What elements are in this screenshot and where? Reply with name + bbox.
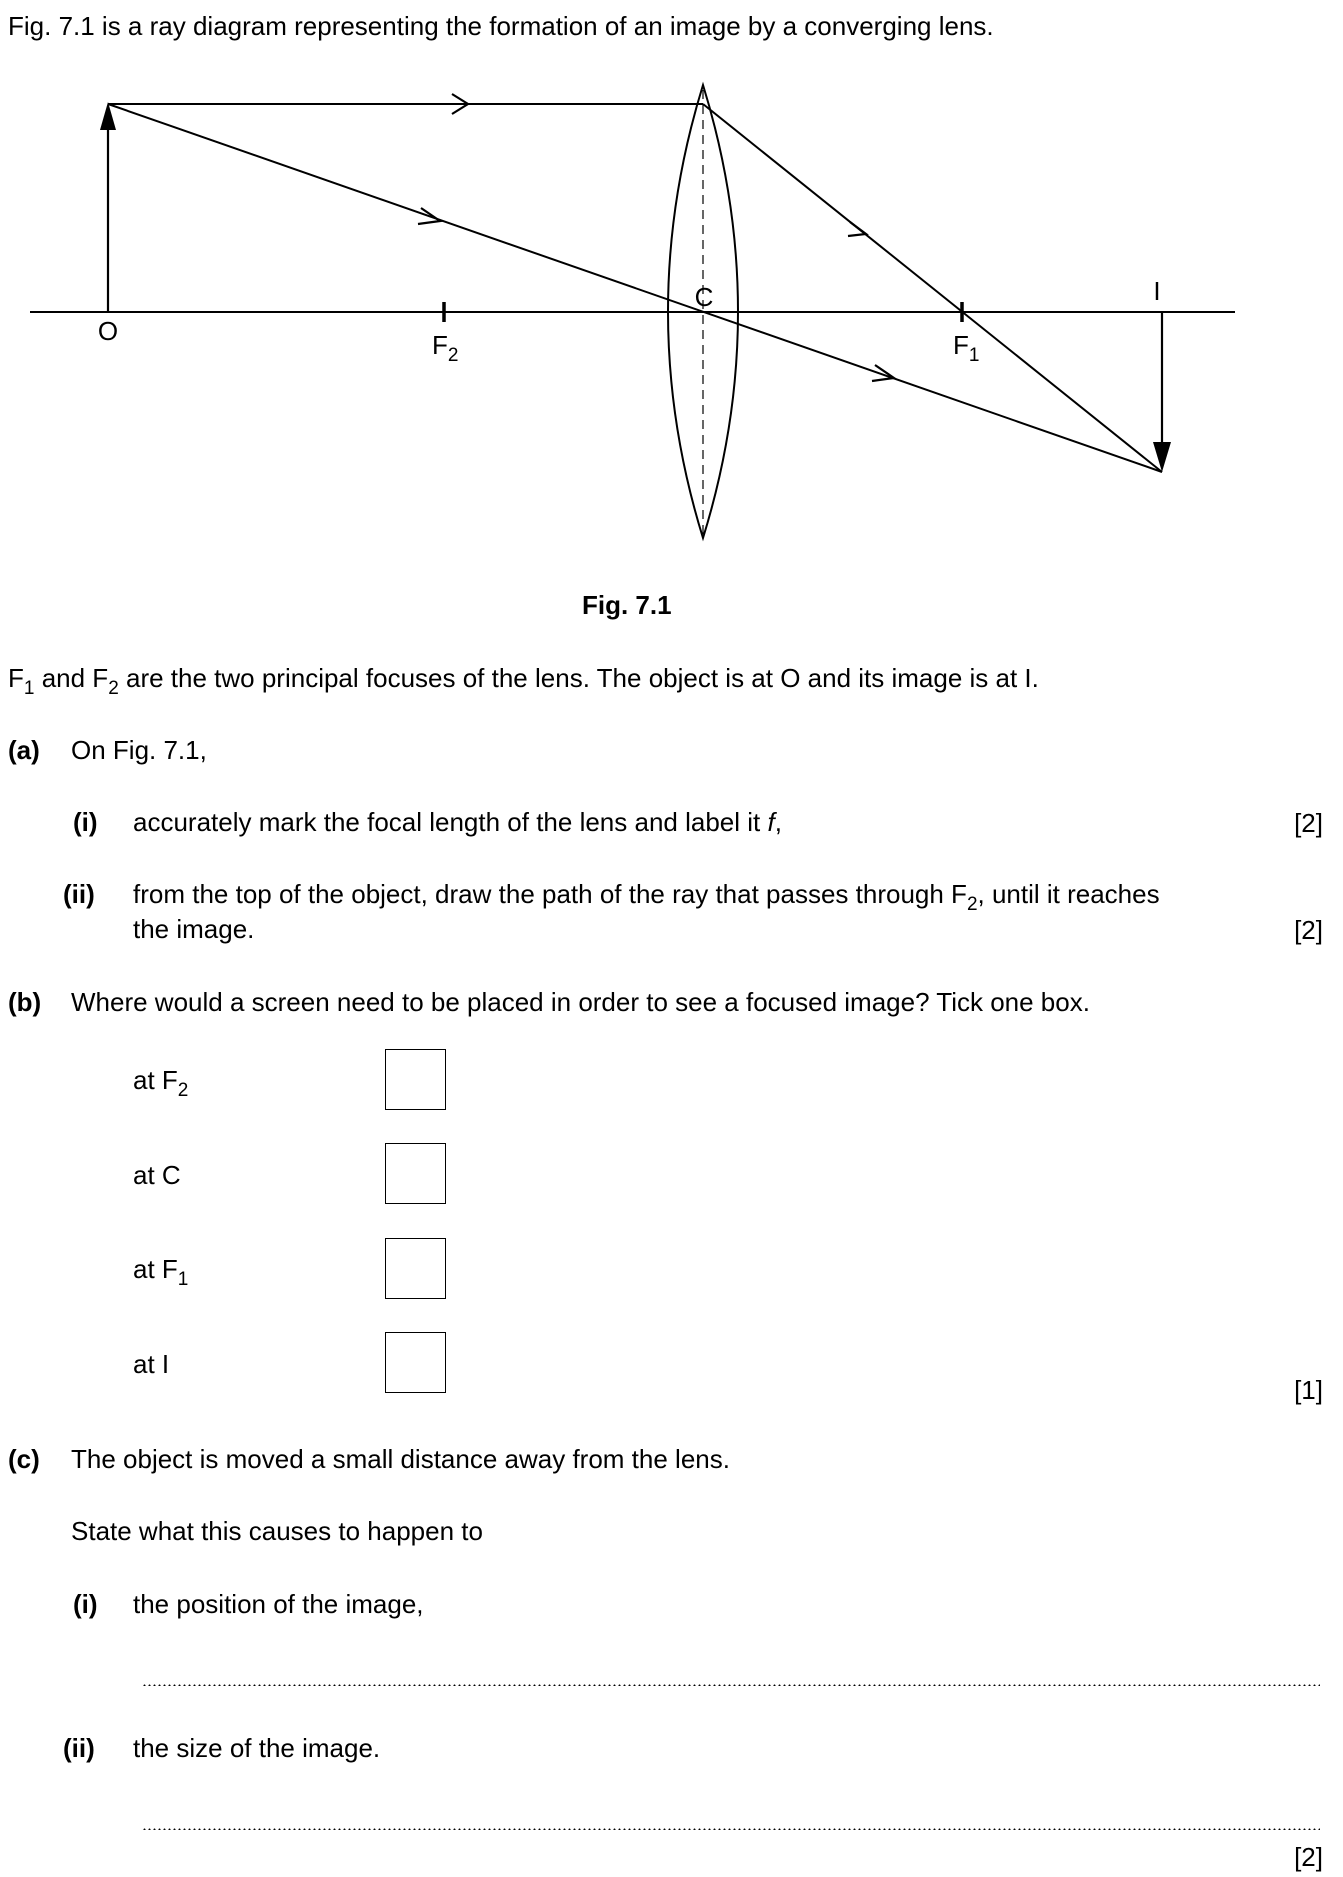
- answer-line-c-ii[interactable]: [142, 1828, 1320, 1830]
- part-b-label: (b): [8, 987, 42, 1017]
- figure-caption: Fig. 7.1: [582, 590, 672, 620]
- part-a-i-text: accurately mark the focal length of the lens and label it f,: [133, 807, 782, 837]
- tick-box-i[interactable]: [385, 1332, 446, 1393]
- part-a-i-marks: [2]: [1294, 808, 1323, 838]
- option-label-f2: at $F_2$: [133, 1065, 189, 1101]
- part-c-i-label: (i): [73, 1589, 98, 1619]
- label-f1: $F_1$: [953, 330, 980, 366]
- part-c-text: The object is moved a small distance away from the lens.: [71, 1444, 730, 1474]
- part-c-marks: [2]: [1294, 1842, 1323, 1872]
- ray-refracted-arrow: [848, 222, 866, 236]
- label-i: I: [1153, 276, 1161, 306]
- part-a-ii-line1: from the top of the object, draw the path of the ray that passes through $F_2$, until it reaches: [133, 879, 1160, 915]
- tick-box-f1[interactable]: [385, 1238, 446, 1299]
- ray-refracted: [703, 104, 1162, 472]
- part-c-label: (c): [8, 1444, 40, 1474]
- part-a-text: On Fig. 7.1,: [71, 735, 207, 765]
- answer-line-c-i[interactable]: [142, 1684, 1320, 1686]
- intro-text: Fig. 7.1 is a ray diagram representing the formation of an image by a converging lens.: [8, 11, 994, 41]
- part-c-ii-label: (ii): [63, 1733, 95, 1763]
- option-label-c: at C: [133, 1160, 181, 1190]
- option-label-i: at I: [133, 1349, 170, 1379]
- part-c-prompt: State what this causes to happen to: [71, 1516, 483, 1546]
- part-a-ii-label: (ii): [63, 879, 95, 909]
- ray-central: [108, 104, 1162, 472]
- ray-central-arrow-2: [872, 365, 894, 381]
- label-f2: $F_2$: [432, 330, 459, 366]
- part-c-ii-text: the size of the image.: [133, 1733, 381, 1763]
- ray-diagram: [0, 0, 1343, 560]
- part-a-ii-line2: the image.: [133, 914, 255, 944]
- label-c: C: [694, 282, 714, 312]
- part-a-label: (a): [8, 735, 40, 765]
- part-b-text: Where would a screen need to be placed in order to see a focused image? Tick one box.: [71, 987, 1090, 1017]
- part-a-ii-marks: [2]: [1294, 915, 1323, 945]
- option-label-f1: at $F_1$: [133, 1254, 189, 1290]
- part-b-marks: [1]: [1294, 1375, 1323, 1405]
- tick-box-f2[interactable]: [385, 1049, 446, 1110]
- part-a-i-label: (i): [73, 807, 98, 837]
- part-c-i-text: the position of the image,: [133, 1589, 424, 1619]
- focus-statement: $F_1$ and $F_2$ are the two principal focuses of the lens. The object is at O and its image is at I.: [8, 663, 1039, 699]
- tick-box-c[interactable]: [385, 1143, 446, 1204]
- label-o: O: [97, 316, 119, 346]
